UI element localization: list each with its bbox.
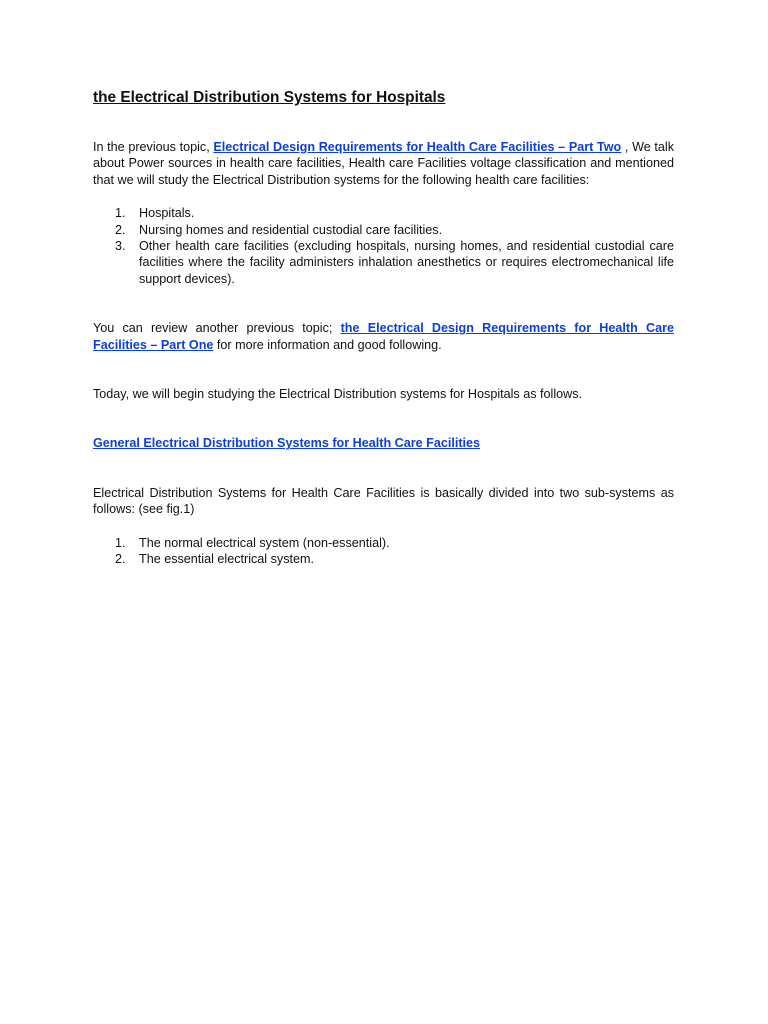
list-number: 1. — [115, 206, 126, 221]
list-item-text: The normal electrical system (non-essential). — [139, 535, 390, 550]
intro-paragraph — [93, 139, 674, 188]
document-page — [93, 88, 674, 568]
list-number: 1. — [115, 535, 126, 550]
today-paragraph: Today, we will begin studying the Electrical Distribution systems for Hospitals as follows. — [93, 387, 583, 402]
review-text-after: for more information and good following. — [213, 337, 442, 352]
system-list — [93, 535, 674, 568]
list-item-text: The essential electrical system. — [139, 552, 314, 567]
part-one-link[interactable]: the Electrical Design Requirements for Health Care Facilities – Part One — [93, 321, 674, 352]
list-item — [93, 205, 674, 221]
document-title: the Electrical Distribution Systems for Hospitals — [93, 89, 446, 106]
intro-text-before: In the previous topic, — [93, 140, 214, 154]
list-item — [93, 551, 674, 567]
list-item — [93, 222, 674, 238]
review-paragraph — [93, 320, 674, 353]
list-item-text: Hospitals. — [139, 206, 195, 221]
section-heading-link[interactable]: General Electrical Distribution Systems for Health Care Facilities — [93, 436, 481, 451]
facility-list — [93, 205, 674, 287]
list-item-text: Nursing homes and residential custodial care facilities. — [139, 222, 443, 237]
division-paragraph: Electrical Distribution Systems for Health Care Facilities is basically divided into two sub-systems as follows: (see fig.1) — [93, 485, 674, 517]
list-item — [93, 535, 674, 551]
list-number: 3. — [115, 239, 126, 254]
list-number: 2. — [115, 552, 126, 567]
section-heading-paragraph — [93, 435, 674, 451]
intro-text-after: , We talk about Power sources in health care facilities, Health care Facilities voltage classification and mentioned that we will study the Electrical Distribution systems for the following health care facilities: — [93, 140, 674, 187]
review-text-before: You can review another previous topic; — [93, 321, 341, 336]
part-two-link[interactable]: Electrical Design Requirements for Health Care Facilities – Part Two — [213, 140, 622, 154]
list-item-text: Other health care facilities (excluding hospitals, nursing homes, and residential custodial care facilities where the facility administers inhalation anesthetics or requires electromechanical life support devices). — [139, 239, 674, 286]
list-number: 2. — [115, 222, 126, 237]
list-item — [93, 238, 674, 287]
